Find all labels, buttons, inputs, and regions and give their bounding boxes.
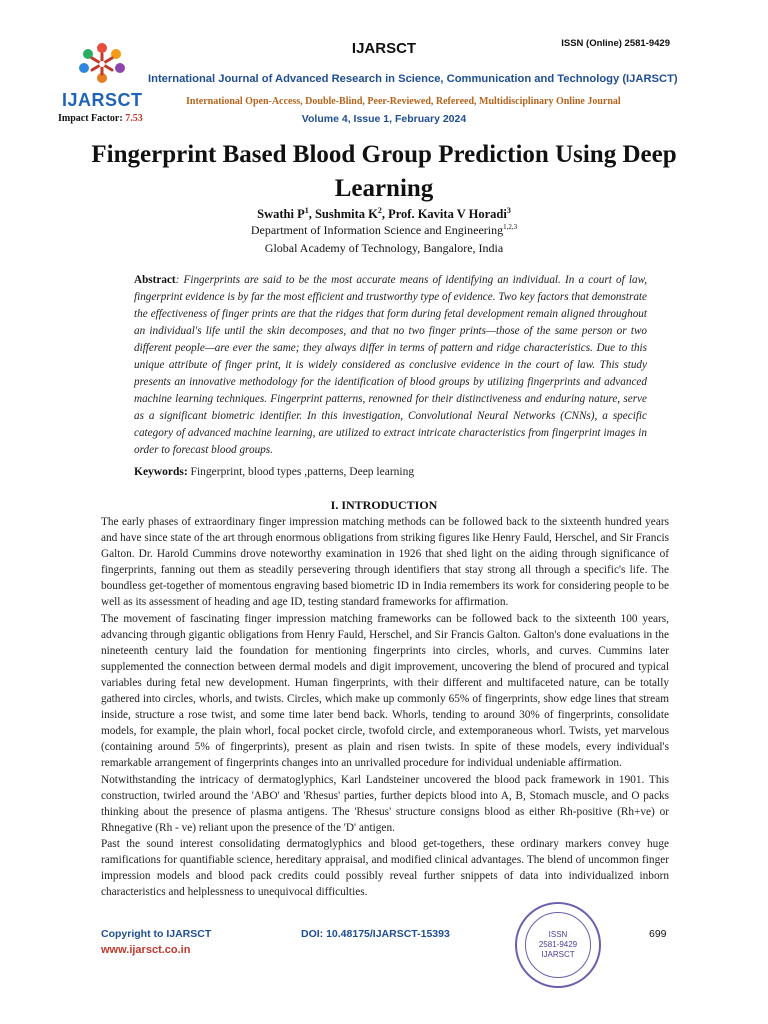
keywords [134,466,647,478]
author-affiliation: 2 [377,206,382,215]
department-name: Department of Information Science and Engineering [250,223,504,237]
section-body [101,514,669,900]
copyright: Copyright to IJARSCT [101,928,212,940]
keywords-label: Keywords: [134,466,188,478]
keywords-text: Fingerprint, blood types ,patterns, Deep learning [187,466,415,478]
journal-tagline: International Open-Access, Double-Blind, Peer-Reviewed, Refereed, Multidisciplinary Online Journal [186,96,621,107]
author-name: Swathi P [257,207,305,222]
issn: ISSN (Online) 2581-9429 [561,38,670,49]
seal-line: 2581-9429 [538,940,578,949]
abstract-text: : Fingerprints are said to be the most accurate means of identifying an individual. In a court of law, fingerprint evidence is by far the most efficient and trustworthy type of evidence. Two key factors that demonstrate the effectiveness of finger prints are that the ridges that form during fetal development remain aligned throughout an individual's life until the skin decomposes, and that no two finger prints—those of the same person or two different people—are ever the same; they always differ in terms of pattern and ridge characteristics. Due to this unique attribute of finger print, it is widely considered as conclusive evidence in the court of law. This study presents an innovative methodology for the identification of blood groups by utilizing fingerprints and advanced machine learning techniques. Fingerprint patterns, renowned for their distinctiveness and enduring nature, serve as a significant biometric identifier. In this investigation, Convolutional Neural Networks (CNNs), a specific category of advanced machine learning, are utilized to extract intricate characteristics from fingerprint images in order to forecast blood groups. [134,274,647,456]
department [0,223,768,238]
seal-line: ISSN [548,930,568,939]
paragraph: Past the sound interest consolidating dermatoglyphics and blood get-togethers, these ordinary markers convey huge ramifications for quantifiable science, hereditary appraisal, and modified clinical advantages. The blend of uncommon finger impression models and blood pack credits could possibly reveal further snippets of data into individualized inborn characteristics and helplessness to unequivocal difficulties. [101,837,669,899]
paragraph: The early phases of extraordinary finger impression matching methods can be followed back to the sixteenth hundred years and have since state of the art through enormous obligations from striking figures like Henry Fauld, Herschel, and Sir Francis Galton. Dr. Harold Cummins drove noteworthy examination in 1926 that shed light on the aiding through significance of fingerprints, fanning out them as steadily persevering through identifiers that stay strong all through a specific's life. The boundless get-together of momentous engraving based biometric ID in India remembers its work for considering people to be well as its assessment of heading and age ID, testing standard frameworks for affirmation. [101,516,669,609]
department-affiliation: 1,2,3 [503,223,518,231]
seal-line: IJARSCT [541,950,575,959]
logo-wordmark: IJARSCT [62,90,143,110]
journal-name: International Journal of Advanced Research in Science, Communication and Technology (IJARSCT) [148,73,678,85]
impact-label: Impact Factor: [58,113,126,124]
paragraph: The movement of fascinating finger impression matching frameworks can be followed back to the sixteenth 100 years, advancing through gigantic obligations from Henry Fauld, Herschel, and Sir Francis Galton. Galton's done evaluations in the nineteenth century laid the foundation for mentioning fingerprints into circles, whorls, and curves. Cummins later supplemented the connection between dermal models and digit improvement, uncovering the blend of procured and typical variables during fetal new development. Human fingerprints, with their different and multifaceted nature, can be totally gathered into circles, whorls, and twists. Circles, which make up commonly 65% of fingerprints, show edge lines that stream inside, structure a rose twist, and some time later bend back. Whorls, tending to around 30% of fingerprints, consolidate models, for example, the plain whorl, focal pocket circle, twofold circle, and extemporaneous whorl. Twists, yet marvelous (containing around 5% of fingerprints), present as plain and risen twists. In spite of these models, every individual's remarkable arrangement of fingerprints changes into an unrivalled procedure for individual undeniable affirmation. [101,612,669,770]
section-heading: I. INTRODUCTION [330,498,438,512]
institution: Global Academy of Technology, Bangalore, India [264,241,504,255]
paper-title: Fingerprint Based Blood Group Prediction Using Deep Learning [91,141,677,202]
abstract [134,272,647,459]
author-name: Prof. Kavita V Horadi [388,207,507,222]
author-affiliation: 3 [506,206,511,215]
journal-abbreviation: IJARSCT [351,40,417,57]
author-list: Swathi $P^1$, Sushmita $K^2$, Prof. Kavita V Horadi$^3$ [257,206,511,222]
volume-issue: Volume 4, Issue 1, February 2024 [301,113,467,125]
author-affiliation: 1 [304,206,309,215]
abstract-label: Abstract [134,274,176,286]
author-name: Sushmita K [314,207,378,222]
impact-value: 7.53 [125,113,143,124]
doi: DOI: 10.48175/IJARSCT-15393 [301,928,450,940]
issn-seal [515,902,601,988]
page-number: 699 [649,928,667,940]
paragraph: Notwithstanding the intricacy of dermatoglyphics, Karl Landsteiner uncovered the blood pack framework in 1901. This construction, twirled around the 'ABO' and 'Rhesus' parties, further depicts blood into A, B, Stomach muscle, and O packs thinking about the presence of plasma antigens. The 'Rhesus' structure consigns blood as either Rh-positive (Rh+ve) or Rhnegative (Rh - ve) reliant upon the presence of the 'D' antigen. [101,773,669,834]
website-link[interactable]: www.ijarsct.co.in [101,944,191,956]
